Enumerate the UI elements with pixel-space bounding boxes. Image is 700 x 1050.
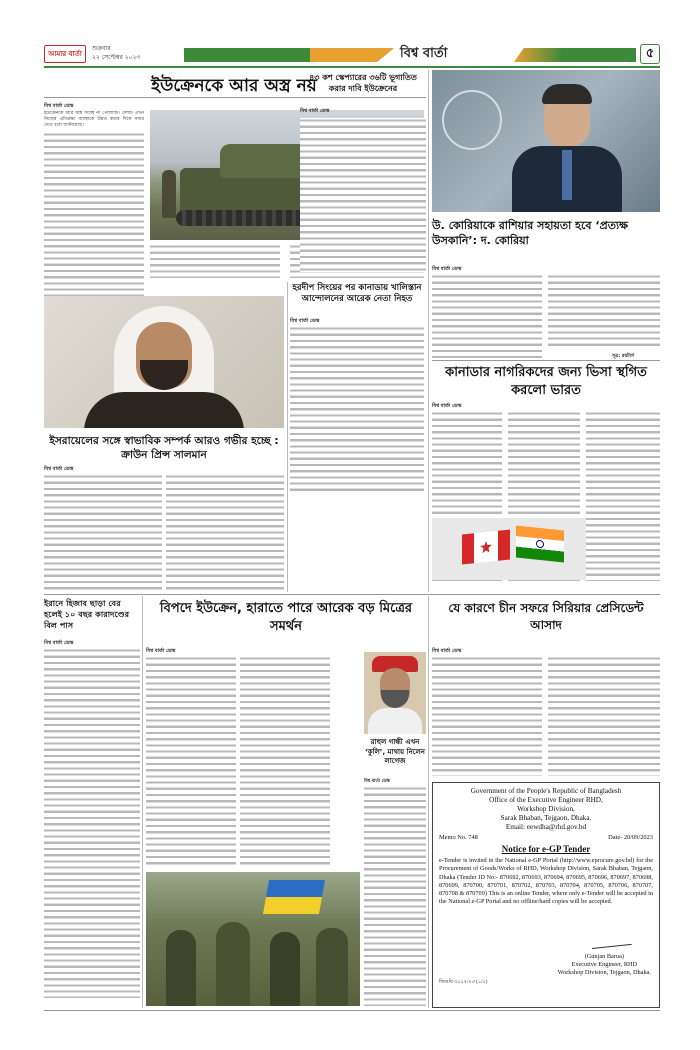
- chakra-icon: [536, 540, 544, 549]
- memo-date: Date- 20/09/2023: [608, 834, 653, 841]
- divider: [142, 596, 143, 1008]
- soldier-2: [216, 922, 250, 1006]
- ukraine-ally-headline: বিপদে ইউক্রেন, হারাতে পারে আরেক বড় মিত্রের সমর্থন: [159, 601, 413, 634]
- syria-byline: বিশ্ব বার্তা ডেস্ক: [432, 648, 462, 654]
- israel-headline: ইসরায়েলের সঙ্গে স্বাভাবিক সম্পর্ক আরও গভীর হচ্ছে : ক্রাউন প্রিন্স সালমান: [49, 435, 279, 461]
- iran-headline: ইরানে হিজাব ছাড়া বের হলেই ১০ বছর কারাদণ্ডের বিল পাস: [44, 598, 130, 630]
- masthead: [44, 42, 660, 68]
- notice-code: জিওবি ৩০১৭/২৩ (১/২): [439, 980, 488, 985]
- notice-body: e-Tender is invited in the National e-GP Portal (http://www.eprocure.gov.bd) for the Procurement of Goods/Works of RHD, Workshop Division, Sarak Bhaban, Tejgaon, Dhaka (Tender ID No:- 870692, 870693, 870694, 870695, 870696, 870697, 870698, 870699, 870700, 870701, 870702, 870703, 870704, 870705, 870706, 870707, 870708 & 870709) This is an online Tender, where only e-Tender will be accepted in the National e-GP Portal and no offline/hard copies will be accepted.: [439, 857, 653, 906]
- korea-territory-headline: ৪৩ কশ স্কেপ্যারের ৩৬টি ভূগাতিত করার দাবি ইউক্রেনের: [309, 73, 417, 93]
- un-emblem: [442, 90, 502, 150]
- divider: [44, 1010, 660, 1011]
- page-number: ৫: [640, 44, 660, 64]
- korea-territory-body-col1: [300, 118, 426, 272]
- paper-name: আমার বার্তা: [48, 50, 82, 58]
- flags-photo: [432, 518, 586, 580]
- soldier-4: [316, 928, 348, 1006]
- canada-visa-body-col3: [586, 411, 660, 581]
- korea-warning-byline: বিশ্ব বার্তা ডেস্ক: [432, 266, 462, 272]
- notice-line-3: Sarak Bhaban, Tejgaon, Dhaka.: [500, 814, 592, 822]
- canada-visa-byline: বিশ্ব বার্তা ডেস্ক: [432, 403, 462, 409]
- syria-body-col1: [432, 656, 542, 776]
- signature: [590, 929, 631, 949]
- india-flag-icon: [516, 525, 564, 562]
- syria-headline: যে কারণে চীন সফরে সিরিয়ার প্রেসিডেন্ট আসাদ: [448, 601, 644, 632]
- korea-warning-body-col1: [432, 274, 542, 358]
- paper-logo: [44, 45, 86, 63]
- divider: [287, 282, 288, 592]
- section-title: বিশ্ব বার্তা: [400, 46, 448, 61]
- masthead-stripe-right: [514, 48, 636, 62]
- rahul-photo: [364, 652, 426, 734]
- robe: [84, 392, 244, 428]
- notice-line-1: Office of the Executive Engineer RHD,: [489, 796, 603, 804]
- divider: [44, 97, 426, 98]
- date-block: [92, 44, 182, 62]
- memo-number: Memo No. 748: [439, 834, 478, 841]
- ukraine-byline: বিশ্ব বার্তা ডেস্ক: [44, 103, 74, 109]
- south-korea-president-photo: [432, 70, 660, 212]
- korea-warning-headline: উ. কোরিয়াকে রাশিয়ার সহায়তা হবে ‘প্রত্যক্ষ উসকানি’: দ. কোরিয়া: [432, 219, 629, 247]
- rahul-body: [364, 786, 426, 1006]
- israel-body-col2: [166, 474, 284, 590]
- ukraine-ally-byline: বিশ্ব বার্তা ডেস্ক: [146, 648, 176, 654]
- ukraine-ally-body-col1: [146, 656, 236, 866]
- korea-warning-body-col2: [548, 274, 660, 350]
- tie: [562, 150, 572, 200]
- korea-warning-credit: সূত্র: রয়টার্স: [612, 354, 634, 359]
- signer-title: Executive Engineer, RHD: [571, 961, 638, 968]
- hair: [542, 84, 592, 104]
- crown-prince-photo: [44, 296, 284, 428]
- sikh-byline: বিশ্ব বার্তা ডেস্ক: [290, 318, 320, 324]
- soldier-1: [166, 930, 196, 1006]
- signer-office: Workshop Division, Tejgaon, Dhaka.: [557, 969, 651, 976]
- soldiers-photo: [146, 872, 360, 1006]
- syria-body-col2: [548, 656, 660, 776]
- canada-visa-headline: কানাডার নাগরিকদের জন্য ভিসা স্থগিত করলো ভারত: [445, 365, 647, 398]
- rahul-headline: রাহুল গান্ধী এখন ‘কুলি’, মাথায় নিলেন লাগেজ: [365, 738, 425, 765]
- ukraine-flag-icon: [263, 880, 325, 914]
- day-label: শুক্রবার: [92, 45, 111, 52]
- divider: [44, 594, 660, 595]
- masthead-stripe: [184, 48, 394, 62]
- soldier-figure: [162, 170, 176, 218]
- sikh-body: [290, 326, 424, 494]
- shirt: [368, 708, 422, 734]
- ukraine-ally-body-col2: [240, 656, 330, 866]
- israel-body-col1: [44, 474, 162, 590]
- soldier-3: [270, 932, 300, 1006]
- ukraine-headline: ইউক্রেনকে আর অস্ত্র নয়: [151, 76, 317, 96]
- notice-memo-row: [439, 834, 653, 841]
- notice-title: Notice for e-GP Tender: [501, 844, 591, 854]
- signer-block: [558, 953, 651, 977]
- iran-body: [44, 648, 140, 998]
- korea-territory-byline: বিশ্ব বার্তা ডেস্ক: [300, 108, 330, 114]
- maple-leaf-icon: [480, 540, 492, 553]
- notice-line-4: Email: eewdha@rhd.gov.bd: [505, 823, 587, 831]
- divider: [432, 360, 660, 361]
- notice-line-0: Government of the People's Republic of Bangladesh: [470, 787, 622, 795]
- beard: [381, 690, 409, 708]
- canada-flag-icon: [462, 529, 510, 564]
- tender-notice: [432, 782, 660, 1008]
- divider: [428, 596, 429, 1008]
- date-label: ২২ সেপ্টেম্বর ২০২৩: [92, 54, 141, 61]
- signer-name: (Gunjan Barua): [584, 953, 624, 960]
- ukraine-body-col2: [150, 244, 280, 278]
- israel-byline: বিশ্ব বার্তা ডেস্ক: [44, 466, 74, 472]
- ukraine-body: ইউক্রেনকে আর অস্ত্র দিচ্ছে না পোল্যান্ড। দেশটি এখন নিজের প্রতিরক্ষা ব্যবস্থাকে উন্নত করার দিকে নজর দেবে বলে জানিয়েছে।: [44, 111, 144, 129]
- notice-line-2: Workshop Division,: [517, 805, 575, 813]
- rahul-byline: বিশ্ব বার্তা ডেস্ক: [364, 779, 390, 784]
- iran-byline: বিশ্ব বার্তা ডেস্ক: [44, 640, 74, 646]
- divider: [428, 70, 429, 592]
- sikh-headline: হরদীপ সিংয়ের পর কানাডায় খালিস্তান আন্দোলনের আরেক নেতা নিহত: [292, 283, 422, 304]
